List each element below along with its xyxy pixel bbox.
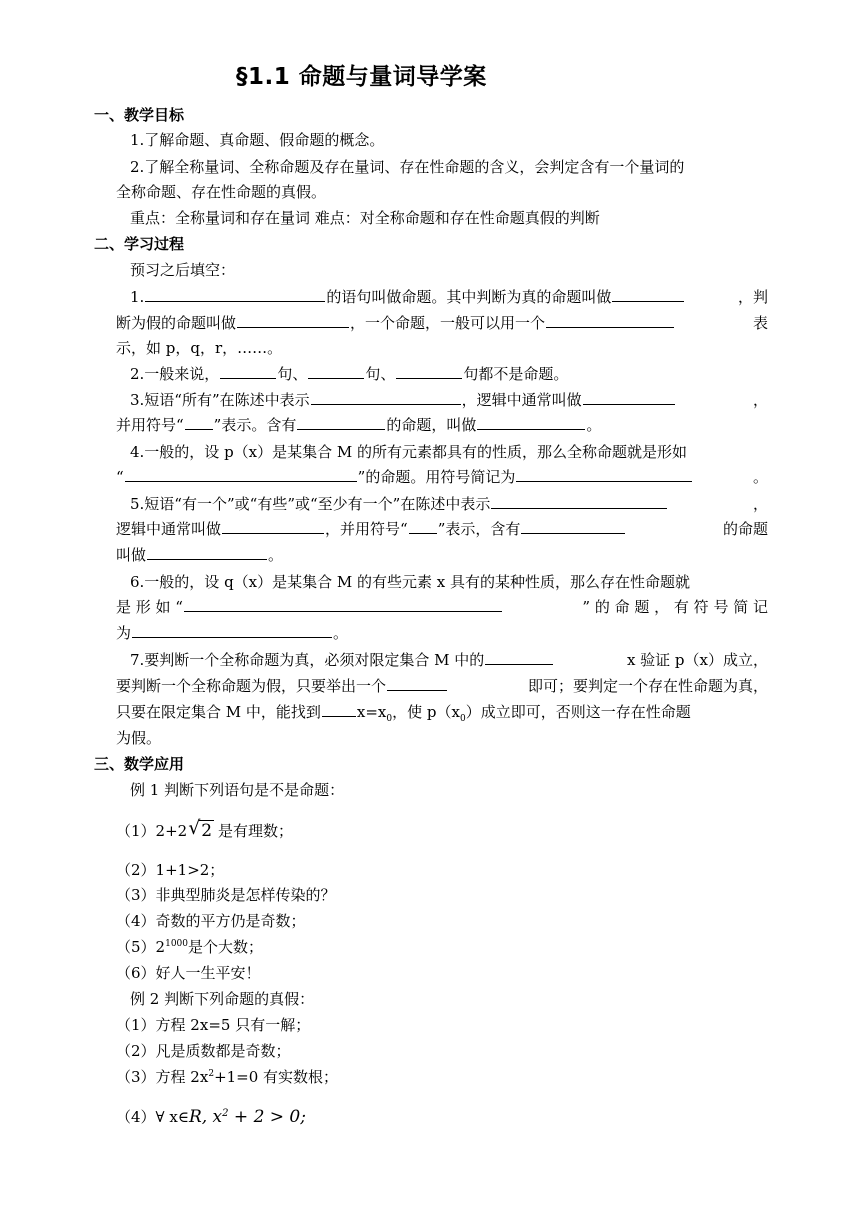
question-7-line-2 — [116, 675, 768, 696]
q6-text-3: 为 — [116, 624, 132, 642]
example-1-item-5 — [116, 936, 263, 957]
q5-text-2: ， — [752, 495, 768, 513]
q1-text-5: 表 — [752, 314, 768, 332]
q6-text-2: ” 的 命 题 ， 有 符 号 简 记 — [582, 598, 768, 616]
ex1-i5-text-2: 是个大数； — [188, 938, 264, 956]
q5-text-1: 5.短语“有一个”或“有些”或“至少有一个”在陈述中表示 — [130, 495, 491, 513]
q5-text-3: 逻辑中通常叫做 — [116, 520, 222, 538]
radical-sign: √ — [188, 817, 201, 839]
q5-text-7: 叫做 — [116, 546, 147, 564]
q1-text-1: 的语句叫做命题。其中判断为真的命题叫做 — [326, 288, 612, 306]
example-2-item-4 — [116, 1106, 306, 1127]
q3-text-2: ，逻辑中通常叫做 — [461, 391, 582, 409]
q3-text-5: ”表示。含有 — [213, 416, 297, 434]
superscript: 2 — [208, 1069, 215, 1079]
superscript: 1000 — [165, 939, 188, 949]
fill-blank[interactable] — [516, 466, 692, 482]
q7-text-8: ）成立即可，否则这一存在性命题 — [465, 703, 691, 721]
q3-text-7: 。 — [586, 416, 602, 434]
q4-text-2: ”的命题。用符号简记为 — [357, 468, 516, 486]
fill-blank[interactable] — [311, 389, 461, 405]
q7-text-2: x 验证 p（x）成立， — [626, 651, 768, 669]
section-heading-goals: 一、教学目标 — [94, 106, 185, 124]
fill-blank[interactable] — [546, 312, 674, 328]
fill-blank[interactable] — [222, 518, 324, 534]
q7-text-5: 只要在限定集合 M 中，能找到 — [116, 703, 321, 721]
focus-and-difficulty: 重点：全称量词和存在量词 难点：对全称命题和存在性命题真假的判断 — [130, 209, 600, 227]
q1-number: 1. — [130, 288, 145, 306]
q3-text-1: 3.短语“所有”在陈述中表示 — [130, 391, 310, 409]
fill-blank[interactable] — [308, 363, 364, 379]
example-1-title: 例 1 判断下列语句是不是命题： — [130, 781, 345, 799]
example-1-item-1 — [116, 817, 294, 841]
q5-text-8: 。 — [268, 546, 284, 564]
q6-text-1: 是 形 如 “ — [116, 598, 183, 616]
fill-blank[interactable] — [491, 493, 667, 509]
q3-text-3: ， — [752, 391, 768, 409]
q7-text-4: 即可；要判定一个存在性命题为真， — [527, 677, 768, 695]
question-7-line-3 — [116, 701, 768, 724]
question-1-line-1 — [130, 286, 768, 307]
fill-blank[interactable] — [125, 466, 357, 482]
ex1-i1-text-1: （1）2+2 — [116, 822, 188, 840]
ex2-i3-text-1: （3）方程 2x — [116, 1068, 209, 1086]
fill-blank[interactable] — [297, 414, 385, 430]
example-2-item-1: （1）方程 2x=5 只有一解； — [116, 1016, 311, 1034]
example-1-item-3: （3）非典型肺炎是怎样传染的？ — [116, 886, 336, 904]
question-6-line-1: 6.一般的，设 q（x）是某集合 M 的有些元素 x 具有的某种性质，那么存在性命题就 — [130, 573, 691, 591]
section-heading-application: 三、数学应用 — [94, 755, 185, 773]
q5-text-5: ”表示，含有 — [437, 520, 521, 538]
question-1-line-2 — [116, 312, 768, 333]
ex1-i1-text-2: 是有理数； — [218, 822, 294, 840]
q2-text-4: 句都不是命题。 — [463, 365, 569, 383]
question-4-line-1: 4.一般的，设 p（x）是某集合 M 的所有元素都具有的性质，那么全称命题就是形如 — [130, 443, 688, 461]
fill-blank[interactable] — [147, 544, 267, 560]
q2-text-1: 2.一般来说， — [130, 365, 220, 383]
preview-intro: 预习之后填空： — [130, 261, 236, 279]
question-4-line-2 — [116, 466, 768, 487]
fill-blank[interactable] — [477, 414, 585, 430]
section-heading-process: 二、学习过程 — [94, 235, 185, 253]
q1-text-2: ，判 — [737, 288, 768, 306]
ex2-i3-text-2: +1=0 有实数根； — [214, 1068, 339, 1086]
example-2-title: 例 2 判断下列命题的真假： — [130, 990, 315, 1008]
question-1-line-3: 示，如 p，q，r，……。 — [116, 339, 283, 357]
ex2-i4-math-1: R, x — [188, 1107, 223, 1127]
subscript: 0 — [459, 714, 466, 724]
square-root — [188, 817, 214, 841]
example-1-item-2: （2）1+1>2； — [116, 861, 225, 879]
q2-text-3: 句、 — [365, 365, 396, 383]
q4-text-1: “ — [116, 468, 124, 486]
q4-text-3: 。 — [752, 468, 768, 486]
fill-blank[interactable] — [220, 363, 276, 379]
goal-1: 1.了解命题、真命题、假命题的概念。 — [130, 131, 385, 149]
question-5-line-3 — [116, 544, 283, 565]
ex2-i4-quantifier: ∀ x∈ — [155, 1108, 189, 1126]
q5-text-6: 的命题 — [722, 520, 768, 538]
question-7-line-4: 为假。 — [116, 729, 162, 747]
fill-blank[interactable] — [612, 286, 684, 302]
ex1-i5-text-1: （5）2 — [116, 938, 166, 956]
fill-blank[interactable] — [322, 701, 356, 717]
q2-text-2: 句、 — [277, 365, 308, 383]
q1-text-4: ，一个命题，一般可以用一个 — [350, 314, 546, 332]
ex2-i4-text-1: （4） — [116, 1108, 156, 1126]
example-2-item-3 — [116, 1066, 338, 1087]
fill-blank[interactable] — [396, 363, 462, 379]
q7-text-7: ，使 p（x — [392, 703, 460, 721]
subscript: 0 — [386, 714, 393, 724]
question-6-line-3 — [116, 622, 348, 643]
q5-text-4: ，并用符号“ — [325, 520, 408, 538]
q7-text-3: 要判断一个全称命题为假，只要举出一个 — [116, 677, 387, 695]
question-2 — [130, 363, 568, 384]
goal-2-line-2: 全称命题、存在性命题的真假。 — [116, 183, 327, 201]
example-1-item-6: （6）好人一生平安！ — [116, 964, 261, 982]
q1-text-3: 断为假的命题叫做 — [116, 314, 237, 332]
question-7-line-1 — [130, 649, 768, 670]
q3-text-4: 并用符号“ — [116, 416, 184, 434]
fill-blank[interactable] — [237, 312, 349, 328]
q7-text-1: 7.要判断一个全称命题为真，必须对限定集合 M 中的 — [130, 651, 485, 669]
q6-text-4: 。 — [333, 624, 349, 642]
question-6-line-2 — [116, 596, 768, 617]
goal-2-line-1: 2.了解全称量词、全称命题及存在量词、存在性命题的含义，会判定含有一个量词的 — [130, 158, 685, 176]
q7-text-6: x=x — [356, 703, 387, 721]
ex2-i4-math-2: + 2 > 0; — [228, 1107, 306, 1127]
example-1-item-4: （4）奇数的平方仍是奇数； — [116, 912, 306, 930]
question-3-line-2 — [116, 414, 601, 435]
question-3-line-1 — [130, 389, 768, 410]
question-5-line-2 — [116, 518, 768, 539]
fill-blank[interactable] — [387, 675, 447, 691]
superscript: 2 — [222, 1108, 229, 1119]
fill-blank[interactable] — [485, 649, 553, 665]
q3-text-6: 的命题，叫做 — [386, 416, 477, 434]
fill-blank[interactable] — [583, 389, 675, 405]
question-5-line-1 — [130, 493, 768, 514]
radicand: 2 — [201, 821, 213, 841]
fill-blank[interactable] — [185, 414, 213, 430]
document-title: §1.1 命题与量词导学案 — [236, 64, 487, 90]
fill-blank[interactable] — [132, 622, 332, 638]
fill-blank[interactable] — [184, 596, 502, 612]
example-2-item-2: （2）凡是质数都是奇数； — [116, 1042, 291, 1060]
fill-blank[interactable] — [521, 518, 625, 534]
fill-blank[interactable] — [145, 286, 325, 302]
fill-blank[interactable] — [409, 518, 437, 534]
